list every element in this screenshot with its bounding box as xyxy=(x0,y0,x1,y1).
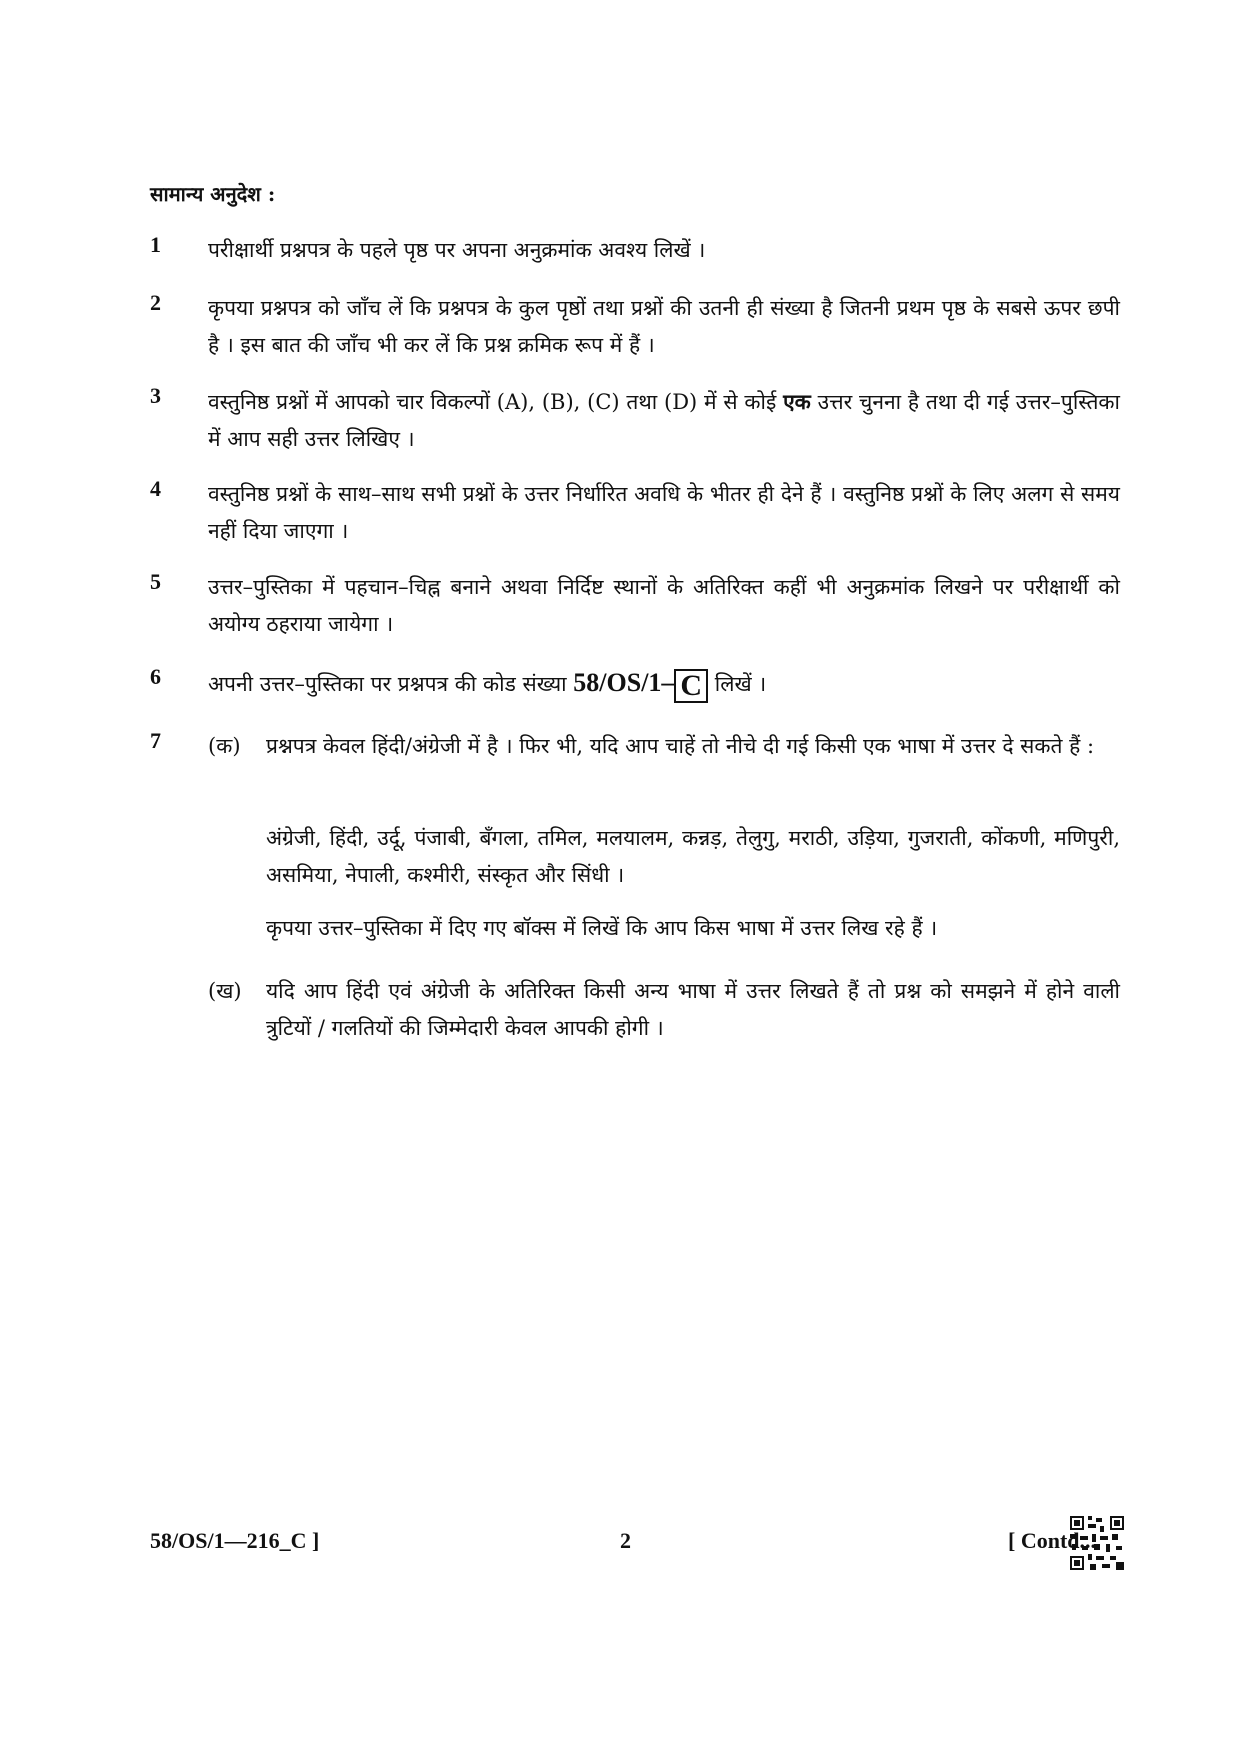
instruction-number: 2 xyxy=(150,290,161,315)
sub-label: (ख) xyxy=(208,979,242,1003)
instruction-text-part: उत्तर चुनना है तथा दी गई उत्तर–पुस्तिका में आप सही उत्तर लिखिए । xyxy=(208,390,1120,451)
instruction-text-part: अपनी उत्तर–पुस्तिका पर प्रश्नपत्र की कोड संख्या xyxy=(208,672,574,696)
instruction-text: उत्तर–पुस्तिका में पहचान–चिह्न बनाने अथवा निर्दिष्ट स्थानों के अतिरिक्त कहीं भी अनुक्रमांक लिखने पर परीक्षार्थी को अयोग्य ठहराया जायेगा । xyxy=(208,575,1120,636)
instruction-text-part: लिखें । xyxy=(708,672,767,696)
languages-text: अंग्रेजी, हिंदी, उर्दू, पंजाबी, बँगला, तमिल, मलयालम, कन्नड़, तेलुगु, मराठी, उड़िया, गुजराती, कोंकणी, मणिपुरी, असमिया, नेपाली, कश्मीरी, संस्कृत और सिंधी । xyxy=(266,826,1120,887)
instruction-number: 7 xyxy=(150,728,161,753)
instruction-number: 5 xyxy=(150,569,161,594)
instruction-text: परीक्षार्थी प्रश्नपत्र के पहले पृष्ठ पर अपना अनुक्रमांक अवश्य लिखें । xyxy=(208,238,706,262)
instruction-emphasis: एक xyxy=(783,389,811,414)
paper-code: 58/OS/1– xyxy=(573,668,675,697)
continued-label: [ Contd... xyxy=(1008,1528,1097,1553)
footer-paper-code: 58/OS/1—216_C ] xyxy=(150,1528,320,1553)
instruction-text: कृपया प्रश्नपत्र को जाँच लें कि प्रश्नपत्र के कुल पृष्ठों तथा प्रश्नों की उतनी ही संख्या है जितनी प्रथम पृष्ठ के सबसे ऊपर छपी है । इस बात की जाँच भी कर लें कि प्रश्न क्रमिक रूप में हैं । xyxy=(208,296,1120,357)
sub-text: यदि आप हिंदी एवं अंग्रेजी के अतिरिक्त किसी अन्य भाषा में उत्तर लिखते हैं तो प्रश्न को समझने में होने वाली त्रुटियों / गलतियों की जिम्मेदारी केवल आपकी होगी । xyxy=(266,979,1120,1040)
instruction-number: 4 xyxy=(150,476,161,501)
sub-text: प्रश्नपत्र केवल हिंदी/अंग्रेजी में है । फिर भी, यदि आप चाहें तो नीचे दी गई किसी एक भाषा में उत्तर दे सकते हैं : xyxy=(266,734,1095,758)
page-number: 2 xyxy=(620,1528,631,1553)
instruction-number: 3 xyxy=(150,383,161,408)
instruction-text xyxy=(208,664,1120,703)
instruction-text xyxy=(208,383,1120,458)
general-instructions-heading: सामान्य अनुदेश : xyxy=(150,182,276,206)
document-page xyxy=(150,0,1120,1753)
instruction-text: वस्तुनिष्ठ प्रश्नों के साथ–साथ सभी प्रश्नों के उत्तर निर्धारित अवधि के भीतर ही देने हैं । वस्तुनिष्ठ प्रश्नों के लिए अलग से समय नहीं दिया जाएगा । xyxy=(208,482,1120,543)
paper-code-box: C xyxy=(674,669,708,703)
instruction-text-part: वस्तुनिष्ठ प्रश्नों में आपको चार विकल्पों (A), (B), (C) तथा (D) में से कोई xyxy=(208,390,784,414)
box-note-text: कृपया उत्तर–पुस्तिका में दिए गए बॉक्स में लिखें कि आप किस भाषा में उत्तर लिख रहे हैं । xyxy=(266,916,938,940)
instruction-number: 6 xyxy=(150,664,161,689)
instruction-number: 1 xyxy=(150,232,161,257)
sub-label: (क) xyxy=(208,734,241,758)
